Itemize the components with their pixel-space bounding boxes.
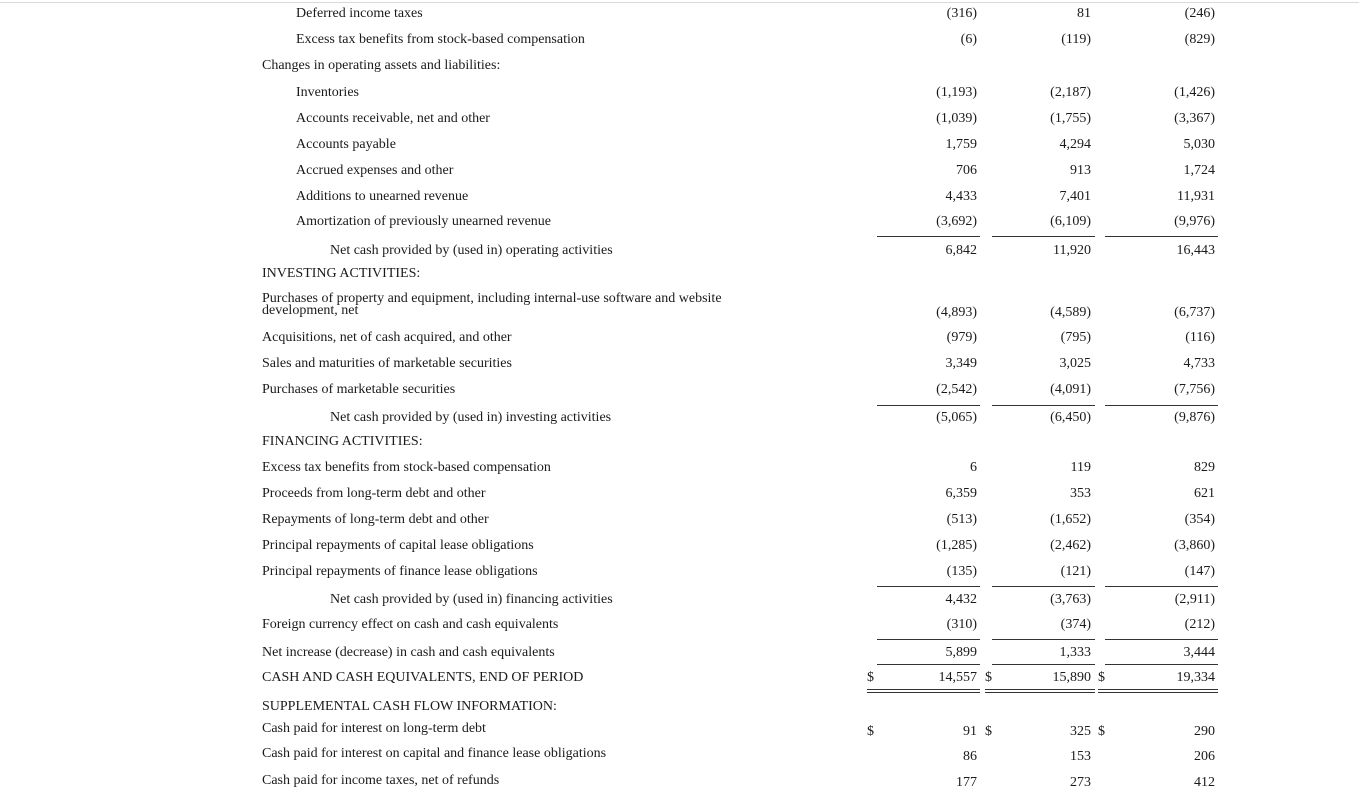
cell-col3: 3,444 [1183, 645, 1215, 660]
cell-col3: 19,334 [1176, 670, 1215, 685]
cell-col2: (2,187) [1050, 85, 1091, 100]
currency-symbol: $ [1098, 670, 1105, 685]
subtotal-rule [992, 664, 1095, 665]
table-row [0, 484, 1359, 504]
table-row [0, 380, 1359, 400]
row-label: Cash paid for interest on capital and finance lease obligations [262, 746, 607, 761]
cell-col2: 273 [1070, 775, 1091, 790]
cell-col3: (2,911) [1174, 592, 1215, 607]
cell-col1: (1,285) [936, 538, 977, 553]
cell-col1: 706 [956, 163, 977, 178]
cell-col3: 11,931 [1177, 189, 1215, 204]
cell-col1: 6 [970, 460, 977, 475]
section-label: Changes in operating assets and liabilities: [262, 58, 501, 73]
subtotal-rule [1105, 586, 1218, 587]
cell-col1: (135) [946, 564, 977, 579]
cell-col1: 1,759 [945, 137, 977, 152]
table-row [0, 109, 1359, 129]
cell-col1: 3,349 [945, 356, 977, 371]
cell-col3: (3,860) [1174, 538, 1215, 553]
cell-col3: 5,030 [1183, 137, 1215, 152]
cell-col3: 206 [1194, 749, 1215, 764]
cell-col1: 86 [963, 749, 977, 764]
cell-col3: (116) [1185, 330, 1215, 345]
cell-col1: 6,359 [945, 486, 977, 501]
row-label-line2: development, net [262, 303, 359, 318]
table-row [0, 4, 1359, 24]
cell-col1: 14,557 [938, 670, 977, 685]
cell-col1: (1,039) [936, 111, 977, 126]
cell-col2: (6,109) [1050, 214, 1091, 229]
row-label: Deferred income taxes [296, 6, 423, 21]
cell-col2: 3,025 [1059, 356, 1091, 371]
subtotal-rule [992, 236, 1095, 237]
row-label: Amortization of previously unearned revenue [296, 214, 552, 229]
section-label: FINANCING ACTIVITIES: [262, 434, 423, 449]
cell-col1: (6) [960, 32, 977, 47]
cell-col2: 913 [1070, 163, 1091, 178]
cell-col2: (1,755) [1050, 111, 1091, 126]
total-double-rule [985, 689, 1095, 693]
cell-col1: 5,899 [945, 645, 977, 660]
row-label: Acquisitions, net of cash acquired, and other [262, 330, 512, 345]
row-label: Proceeds from long-term debt and other [262, 486, 486, 501]
cell-col1: 6,842 [945, 243, 977, 258]
cell-col1: (316) [946, 6, 977, 21]
subtotal-rule [1105, 405, 1218, 406]
cell-col3: (212) [1184, 617, 1215, 632]
table-row [0, 292, 1359, 320]
cell-col1: 4,433 [945, 189, 977, 204]
table-row [0, 212, 1359, 232]
cell-col2: 11,920 [1053, 243, 1091, 258]
cell-col1: (2,542) [936, 382, 977, 397]
row-label: Purchases of marketable securities [262, 382, 456, 397]
subtotal-rule [992, 586, 1095, 587]
cell-col2: 15,890 [1052, 670, 1091, 685]
subtotal-rule [877, 664, 980, 665]
top-divider [0, 2, 1359, 3]
row-label: Sales and maturities of marketable securities [262, 356, 512, 371]
table-row [0, 161, 1359, 181]
row-label: Principal repayments of capital lease obligations [262, 538, 534, 553]
cell-col3: 4,733 [1183, 356, 1215, 371]
currency-symbol: $ [867, 670, 874, 685]
row-label: Net increase (decrease) in cash and cash equivalents [262, 645, 555, 660]
table-row [0, 354, 1359, 374]
cell-col3: 621 [1194, 486, 1215, 501]
section-label: SUPPLEMENTAL CASH FLOW INFORMATION: [262, 699, 557, 714]
table-row [0, 615, 1359, 635]
cell-col1: 4,432 [945, 592, 977, 607]
cell-col1: (5,065) [936, 410, 977, 425]
subtotal-rule [877, 586, 980, 587]
section-header-row [0, 697, 1359, 717]
cell-col2: (374) [1060, 617, 1091, 632]
table-row [0, 771, 1359, 791]
section-header-row [0, 432, 1359, 452]
row-label: Principal repayments of finance lease obligations [262, 564, 538, 579]
cell-col2: 119 [1070, 460, 1091, 475]
row-label: CASH AND CASH EQUIVALENTS, END OF PERIOD [262, 670, 584, 685]
total-double-rule [1098, 689, 1218, 693]
subtotal-rule [1105, 236, 1218, 237]
cell-col3: (829) [1184, 32, 1215, 47]
table-row [0, 744, 1359, 764]
currency-symbol: $ [985, 670, 992, 685]
cell-col2: 153 [1070, 749, 1091, 764]
table-row [0, 135, 1359, 155]
cell-col2: 4,294 [1059, 137, 1091, 152]
cell-col1: 91 [963, 724, 977, 739]
subtotal-rule [877, 405, 980, 406]
cell-col2: 325 [1070, 724, 1091, 739]
row-label: Inventories [296, 85, 359, 100]
subtotal-rule [992, 639, 1095, 640]
row-label: Additions to unearned revenue [296, 189, 469, 204]
section-header-row [0, 56, 1359, 76]
row-label: Net cash provided by (used in) operating activities [330, 243, 613, 258]
cell-col2: (6,450) [1050, 410, 1091, 425]
row-label-line1: Purchases of property and equipment, including internal-use software and website [262, 291, 722, 306]
table-row [0, 510, 1359, 530]
cell-col3: (354) [1184, 512, 1215, 527]
row-label: Cash paid for interest on long-term debt [262, 721, 486, 736]
currency-symbol: $ [1098, 724, 1105, 739]
row-label: Cash paid for income taxes, net of refunds [262, 773, 500, 788]
cell-col3: (6,737) [1174, 305, 1215, 320]
cell-col2: 1,333 [1059, 645, 1091, 660]
table-row [0, 187, 1359, 207]
subtotal-rule [1105, 639, 1218, 640]
row-label: Net cash provided by (used in) financing activities [330, 592, 613, 607]
cell-col2: (795) [1060, 330, 1091, 345]
subtotal-row [0, 590, 1359, 610]
section-label: INVESTING ACTIVITIES: [262, 266, 421, 281]
row-label: Foreign currency effect on cash and cash equivalents [262, 617, 559, 632]
cell-col1: (3,692) [936, 214, 977, 229]
cell-col1: (979) [946, 330, 977, 345]
cell-col3: 1,724 [1183, 163, 1215, 178]
cell-col3: (7,756) [1174, 382, 1215, 397]
currency-symbol: $ [985, 724, 992, 739]
cell-col2: (4,589) [1050, 305, 1091, 320]
subtotal-row [0, 408, 1359, 428]
cell-col2: (3,763) [1050, 592, 1091, 607]
row-label: Accounts payable [296, 137, 396, 152]
cell-col2: (4,091) [1050, 382, 1091, 397]
subtotal-rule [992, 405, 1095, 406]
cell-col1: 177 [956, 775, 977, 790]
cell-col1: (1,193) [936, 85, 977, 100]
row-label: Net cash provided by (used in) investing activities [330, 410, 612, 425]
cell-col1: (310) [946, 617, 977, 632]
table-row [0, 562, 1359, 582]
subtotal-row [0, 241, 1359, 261]
cell-col3: (9,976) [1174, 214, 1215, 229]
row-label: Repayments of long-term debt and other [262, 512, 489, 527]
table-row [0, 458, 1359, 478]
cell-col1: (513) [946, 512, 977, 527]
cell-col2: (1,652) [1050, 512, 1091, 527]
currency-symbol: $ [867, 724, 874, 739]
table-row [0, 30, 1359, 50]
cell-col3: (246) [1184, 6, 1215, 21]
row-label: Accounts receivable, net and other [296, 111, 490, 126]
cell-col3: 290 [1194, 724, 1215, 739]
cell-col3: (3,367) [1174, 111, 1215, 126]
row-label: Excess tax benefits from stock-based compensation [262, 460, 551, 475]
cell-col3: (147) [1184, 564, 1215, 579]
subtotal-rule [1105, 664, 1218, 665]
table-row [0, 719, 1359, 739]
total-double-rule [867, 689, 980, 693]
row-label: Accrued expenses and other [296, 163, 454, 178]
table-row [0, 83, 1359, 103]
section-header-row [0, 264, 1359, 284]
cell-col2: 7,401 [1059, 189, 1091, 204]
cell-col2: 81 [1077, 6, 1091, 21]
cell-col3: 412 [1194, 775, 1215, 790]
cell-col3: 829 [1194, 460, 1215, 475]
row-label: Excess tax benefits from stock-based compensation [296, 32, 585, 47]
subtotal-rule [877, 236, 980, 237]
cell-col3: (9,876) [1174, 410, 1215, 425]
cell-col2: 353 [1070, 486, 1091, 501]
total-row [0, 668, 1359, 688]
cell-col3: 16,443 [1176, 243, 1215, 258]
cell-col2: (119) [1061, 32, 1091, 47]
subtotal-rule [877, 639, 980, 640]
table-row [0, 328, 1359, 348]
table-row [0, 536, 1359, 556]
cell-col1: (4,893) [936, 305, 977, 320]
cell-col2: (121) [1060, 564, 1091, 579]
table-row [0, 643, 1359, 663]
cell-col2: (2,462) [1050, 538, 1091, 553]
cell-col3: (1,426) [1174, 85, 1215, 100]
